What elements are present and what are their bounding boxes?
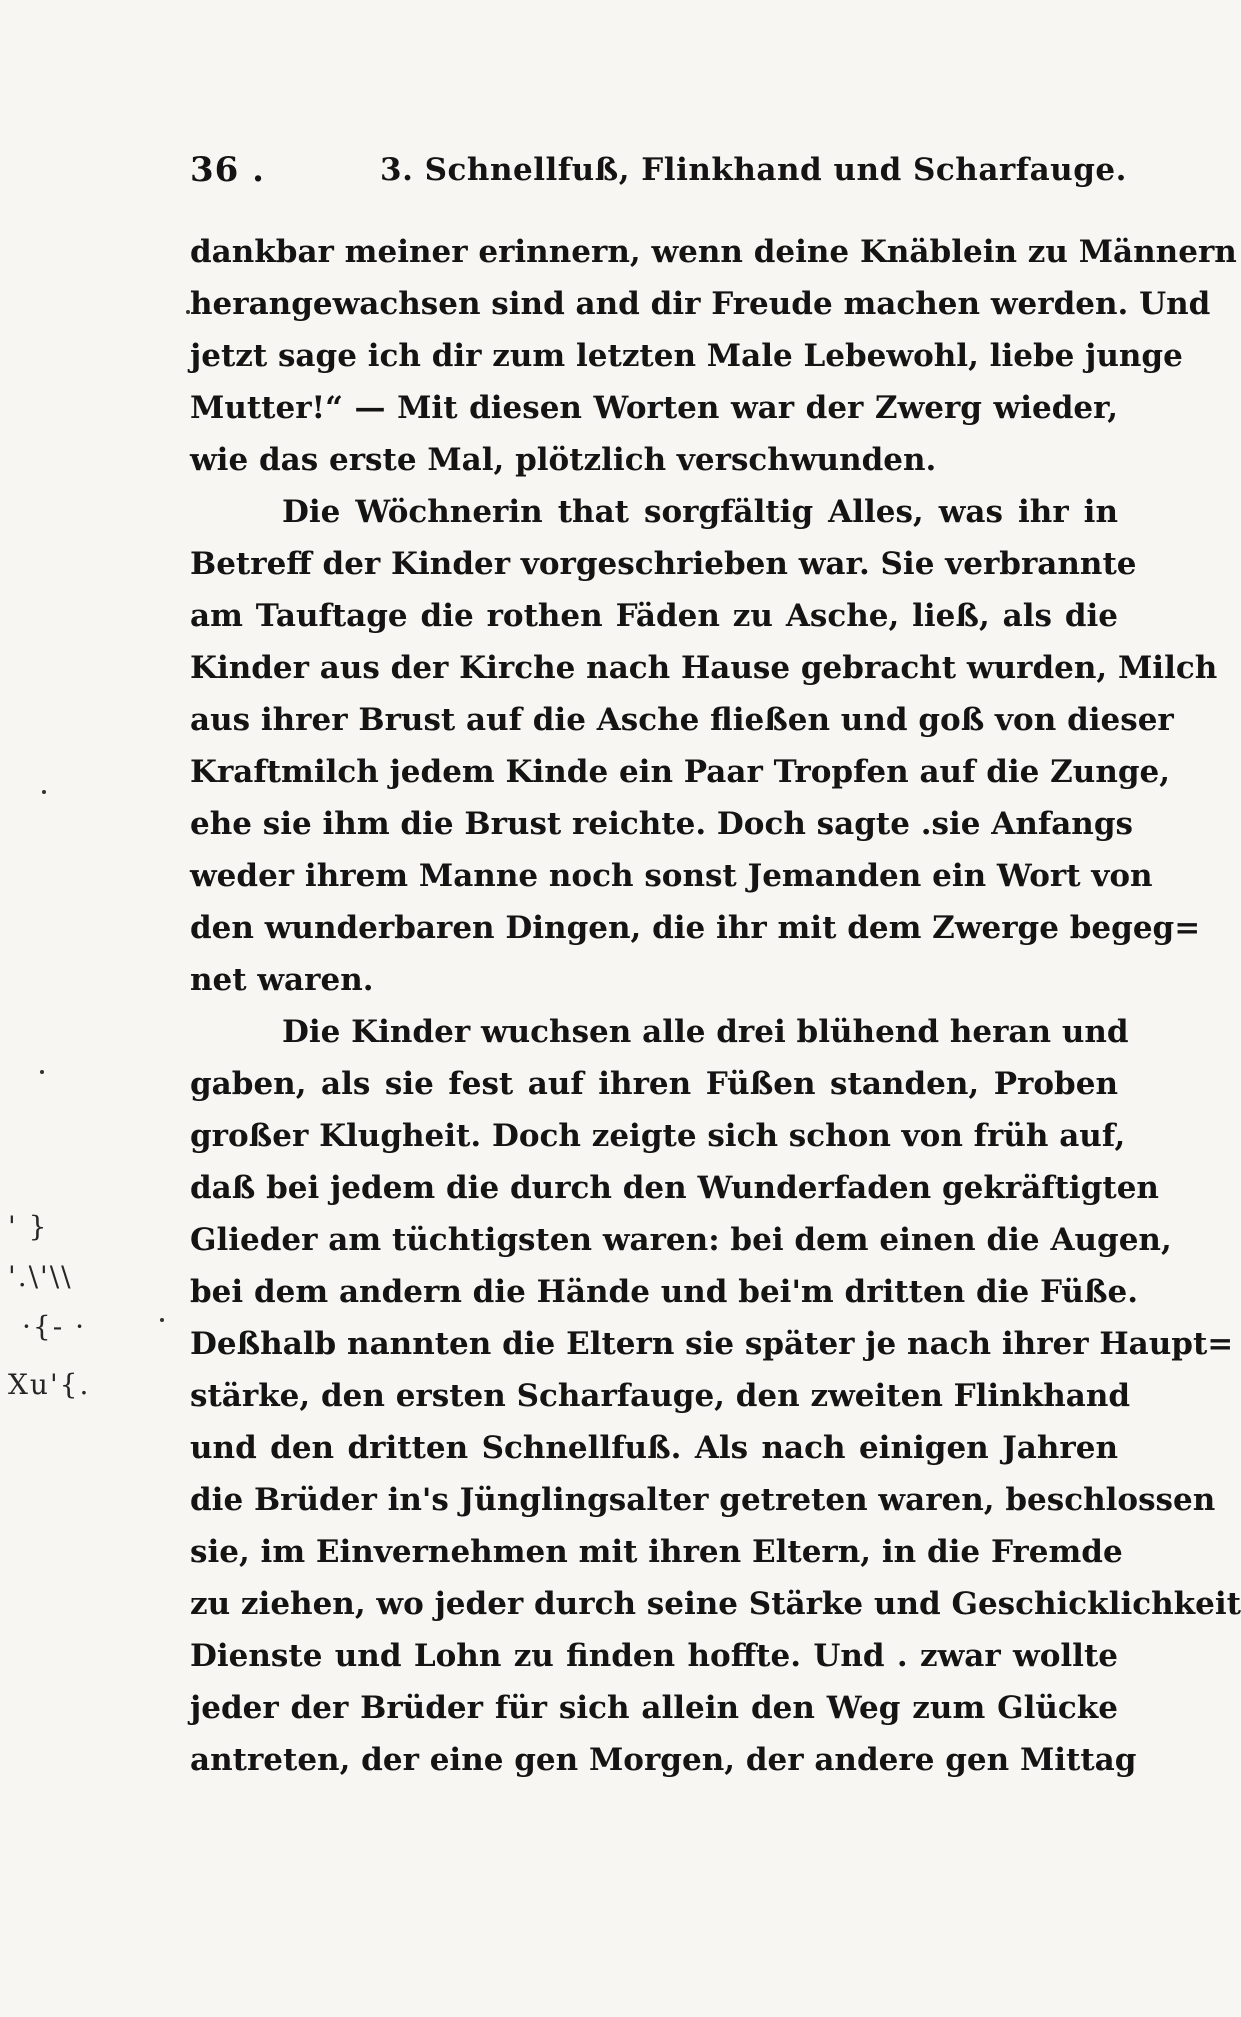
margin-dot (186, 310, 190, 314)
margin-scribble: ' } (8, 1210, 49, 1243)
text-line: Kinder aus der Kirche nach Hause gebracht wurden, Milch (190, 650, 1218, 686)
text-line: und den dritten Schnellfuß. Als nach einigen Jahren (190, 1430, 1118, 1466)
text-line: gaben, als sie fest auf ihren Füßen standen, Proben (190, 1066, 1118, 1102)
running-head (190, 150, 1127, 206)
margin-dot (160, 1318, 164, 1322)
text-line: jeder der Brüder für sich allein den Weg zum Glücke (190, 1690, 1118, 1726)
text-line: Deßhalb nannten die Eltern sie später je nach ihrer Haupt= (190, 1326, 1234, 1362)
chapter-title: 3. Schnellfuß, Flinkhand und Scharfauge. (380, 152, 1127, 188)
text-line: Kraftmilch jedem Kinde ein Paar Tropfen auf die Zunge, (190, 754, 1171, 790)
text-line: sie, im Einvernehmen mit ihren Eltern, in die Fremde (190, 1534, 1123, 1570)
text-line: antreten, der eine gen Morgen, der andere gen Mittag (190, 1742, 1137, 1778)
text-line: aus ihrer Brust auf die Asche fließen und goß von dieser (190, 702, 1174, 738)
text-line: Betreff der Kinder vorgeschrieben war. Sie verbrannte (190, 546, 1137, 582)
page-number: 36 . (190, 150, 265, 190)
paragraph-start-line: Die Wöchnerin that sorgfältig Alles, was ihr in (282, 494, 1118, 530)
text-line: am Tauftage die rothen Fäden zu Asche, ließ, als die (190, 598, 1118, 634)
text-line: dankbar meiner erinnern, wenn deine Knäblein zu Männern (190, 234, 1237, 270)
text-line: herangewachsen sind and dir Freude machen werden. Und (190, 286, 1211, 322)
text-line: den wunderbaren Dingen, die ihr mit dem Zwerge begeg= (190, 910, 1201, 946)
paragraph-start-line: Die Kinder wuchsen alle drei blühend heran und (282, 1014, 1129, 1050)
text-line: weder ihrem Manne noch sonst Jemanden ein Wort von (190, 858, 1153, 894)
text-line: zu ziehen, wo jeder durch seine Stärke und Geschicklichkeit (190, 1586, 1241, 1622)
text-line: net waren. (190, 962, 374, 998)
margin-dot (40, 1070, 44, 1074)
text-line: Glieder am tüchtigsten waren: bei dem einen die Augen, (190, 1222, 1172, 1258)
margin-scribble: ·{- · (22, 1310, 86, 1343)
text-line: die Brüder in's Jünglingsalter getreten waren, beschlossen (190, 1482, 1216, 1518)
text-line: großer Klugheit. Doch zeigte sich schon von früh auf, (190, 1118, 1126, 1154)
text-line: jetzt sage ich dir zum letzten Male Lebewohl, liebe junge (190, 338, 1183, 374)
text-line: wie das erste Mal, plötzlich verschwunden. (190, 442, 937, 478)
text-line: ehe sie ihm die Brust reichte. Doch sagte .sie Anfangs (190, 806, 1133, 842)
text-line: Dienste und Lohn zu finden hoffte. Und . zwar wollte (190, 1638, 1118, 1674)
text-line: daß bei jedem die durch den Wunderfaden gekräftigten (190, 1170, 1159, 1206)
margin-handwriting (8, 1210, 168, 1440)
margin-scribble: Xu'{. (8, 1368, 91, 1401)
margin-dot (42, 790, 46, 794)
margin-scribble: '.\'\\ (8, 1260, 73, 1293)
body-text (190, 226, 1241, 1786)
text-line: stärke, den ersten Scharfauge, den zweiten Flinkhand (190, 1378, 1131, 1414)
text-line: Mutter!“ — Mit diesen Worten war der Zwerg wieder, (190, 390, 1118, 426)
text-line: bei dem andern die Hände und bei'm dritten die Füße. (190, 1274, 1139, 1310)
